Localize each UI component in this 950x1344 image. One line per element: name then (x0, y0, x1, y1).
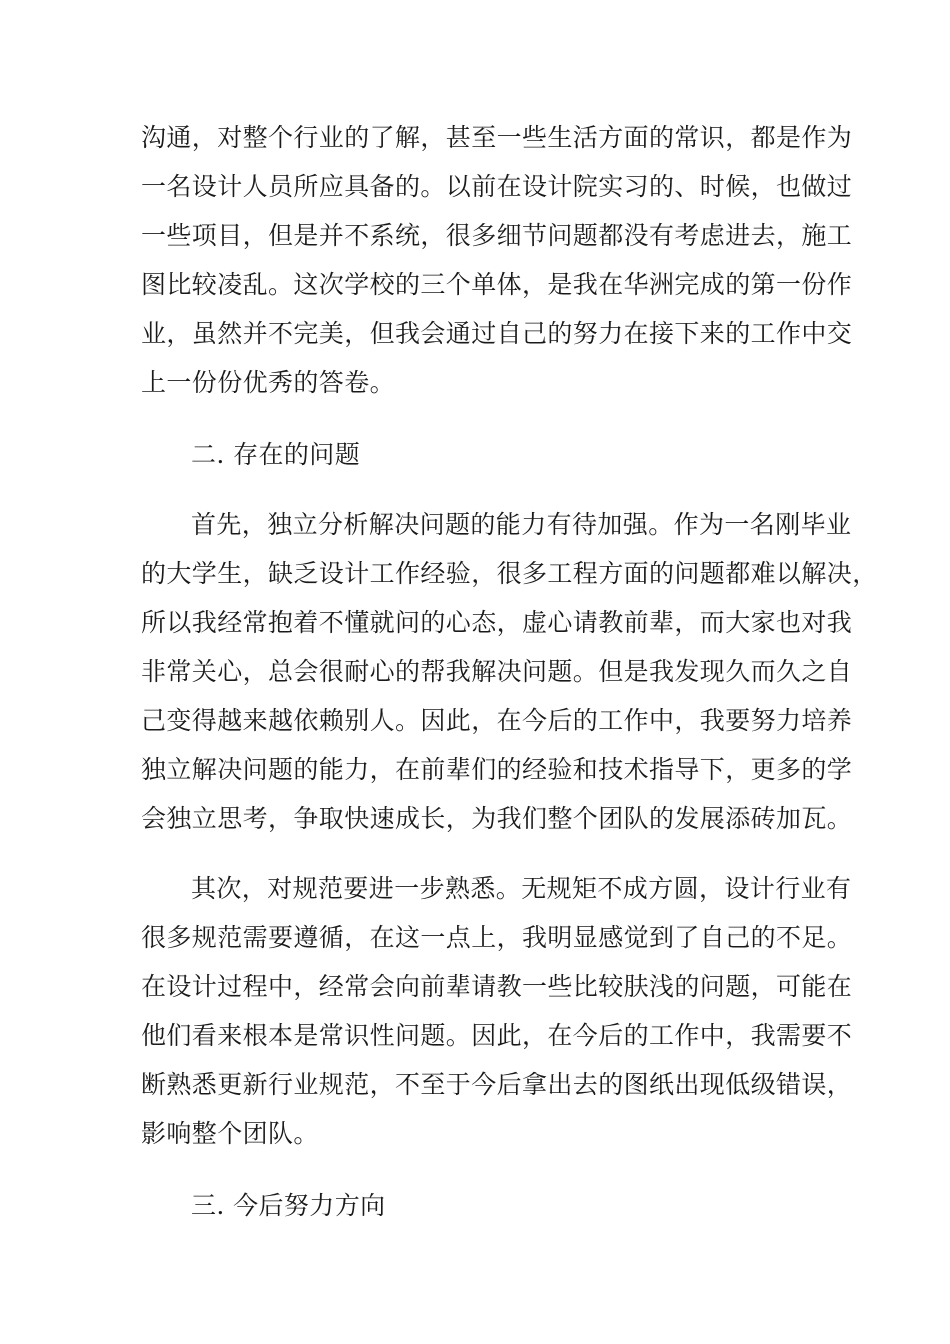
text-line: 上一份份优秀的答卷。 (141, 368, 396, 397)
text-line: 的大学生，缺乏设计工作经验，很多工程方面的问题都难以解决， (141, 559, 878, 588)
text-line: 首先，独立分析解决问题的能力有待加强。作为一名刚毕业 (191, 510, 852, 539)
section-heading-future-direction: 三. 今后努力方向 (191, 1191, 386, 1220)
text-line: 独立解决问题的能力，在前辈们的经验和技术指导下，更多的学 (141, 755, 853, 784)
text-line: 影响整个团队。 (141, 1119, 319, 1148)
text-line: 图比较凌乱。这次学校的三个单体，是我在华洲完成的第一份作 (141, 270, 853, 299)
text-line: 其次，对规范要进一步熟悉。无规矩不成方圆，设计行业有 (191, 874, 852, 903)
text-line: 断熟悉更新行业规范，不至于今后拿出去的图纸出现低级错误， (141, 1070, 853, 1099)
text-line: 一些项目，但是并不系统，很多细节问题都没有考虑进去，施工 (141, 221, 853, 250)
text-line: 己变得越来越依赖别人。因此，在今后的工作中，我要努力培养 (141, 706, 853, 735)
text-line: 所以我经常抱着不懂就问的心态，虚心请教前辈，而大家也对我 (141, 608, 853, 637)
text-line: 一名设计人员所应具备的。以前在设计院实习的、时候，也做过 (141, 172, 853, 201)
section-heading-problems: 二. 存在的问题 (191, 440, 361, 469)
text-line: 业，虽然并不完美，但我会通过自己的努力在接下来的工作中交 (141, 319, 853, 348)
text-line: 在设计过程中，经常会向前辈请教一些比较肤浅的问题，可能在 (141, 972, 853, 1001)
text-line: 他们看来根本是常识性问题。因此，在今后的工作中，我需要不 (141, 1021, 853, 1050)
text-line: 沟通，对整个行业的了解，甚至一些生活方面的常识，都是作为 (141, 123, 853, 152)
text-line: 非常关心，总会很耐心的帮我解决问题。但是我发现久而久之自 (141, 657, 853, 686)
text-line: 会独立思考，争取快速成长，为我们整个团队的发展添砖加瓦。 (141, 804, 853, 833)
text-line: 很多规范需要遵循，在这一点上，我明显感觉到了自己的不足。 (141, 923, 853, 952)
